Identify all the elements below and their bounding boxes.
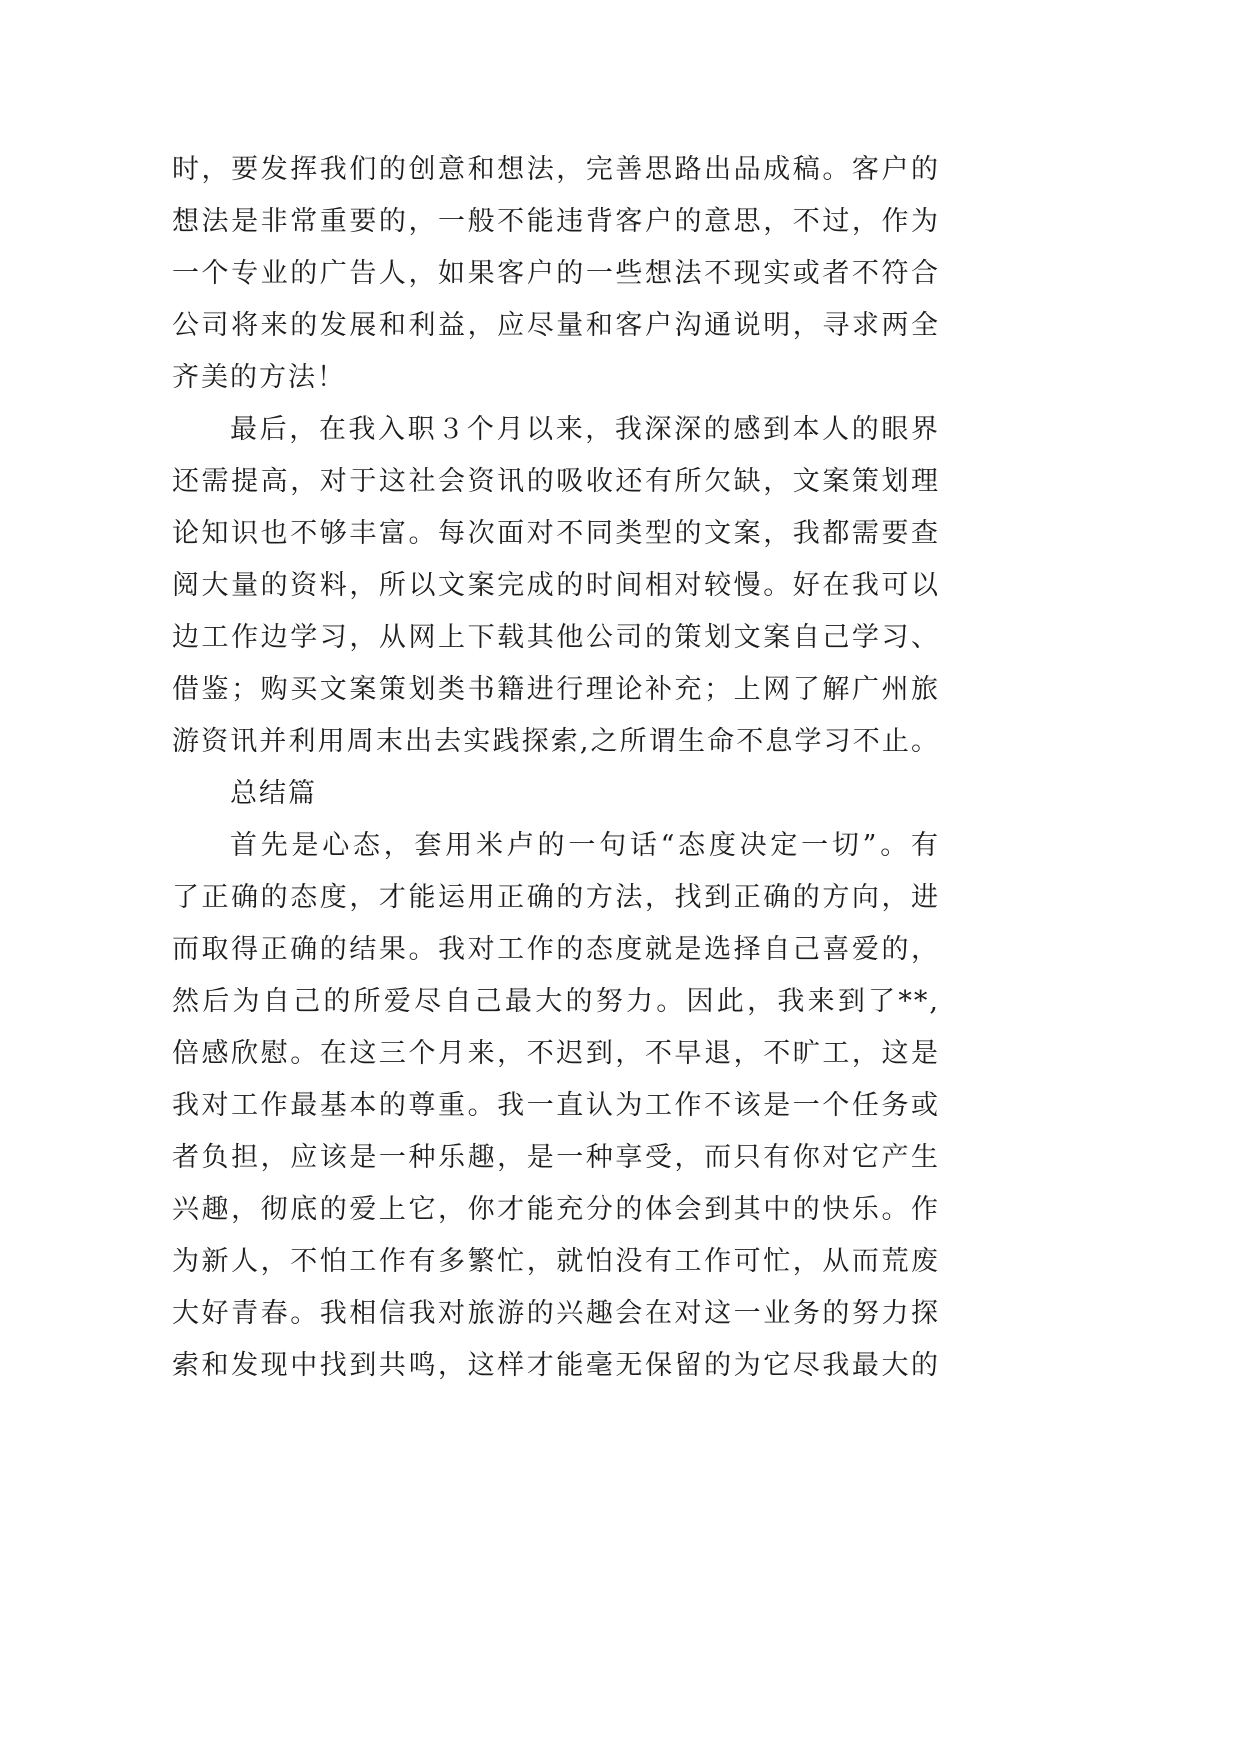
text-line: 者负担，应该是一种乐趣，是一种享受，而只有你对它产生 [172,1142,940,1173]
text-line: 公司将来的发展和利益，应尽量和客户沟通说明，寻求两全 [172,310,940,341]
text-line: 边工作边学习，从网上下载其他公司的策划文案自己学习、 [172,622,940,653]
text-line: 为新人，不怕工作有多繁忙，就怕没有工作可忙，从而荒废 [172,1246,940,1277]
text-line: 想法是非常重要的，一般不能违背客户的意思，不过，作为 [172,206,940,237]
section-heading: 总结篇 [230,778,317,809]
text-line: 首先是心态，套用米卢的一句话“态度决定一切”。有 [230,830,940,861]
text-line: 借鉴；购买文案策划类书籍进行理论补充；上网了解广州旅 [172,674,940,705]
text-line: 还需提高，对于这社会资讯的吸收还有所欠缺，文案策划理 [172,466,940,497]
text-line: 最后，在我入职３个月以来，我深深的感到本人的眼界 [230,414,940,445]
paragraph [172,404,940,768]
text-line: 倍感欣慰。在这三个月来，不迟到，不早退，不旷工，这是 [172,1038,940,1069]
paragraph [172,820,940,1392]
text-line: 论知识也不够丰富。每次面对不同类型的文案，我都需要查 [172,518,940,549]
text-line: 阅大量的资料，所以文案完成的时间相对较慢。好在我可以 [172,570,940,601]
text-line: 大好青春。我相信我对旅游的兴趣会在对这一业务的努力探 [172,1298,940,1329]
text-line: 兴趣，彻底的爱上它，你才能充分的体会到其中的快乐。作 [172,1194,940,1225]
paragraph [172,144,940,404]
text-line: 我对工作最基本的尊重。我一直认为工作不该是一个任务或 [172,1090,940,1121]
text-line: 而取得正确的结果。我对工作的态度就是选择自己喜爱的， [172,934,940,965]
section-heading-block [172,768,940,820]
text-line: 齐美的方法！ [172,362,346,393]
text-line: 游资讯并利用周末出去实践探索,之所谓生命不息学习不止。 [172,726,940,757]
text-line: 一个专业的广告人，如果客户的一些想法不现实或者不符合 [172,258,940,289]
text-line: 了正确的态度，才能运用正确的方法，找到正确的方向，进 [172,882,940,913]
document-body [172,144,940,1392]
text-line: 然后为自己的所爱尽自己最大的努力。因此，我来到了**, [172,986,940,1017]
text-line: 时，要发挥我们的创意和想法，完善思路出品成稿。客户的 [172,154,940,185]
text-line: 索和发现中找到共鸣，这样才能毫无保留的为它尽我最大的 [172,1350,940,1381]
